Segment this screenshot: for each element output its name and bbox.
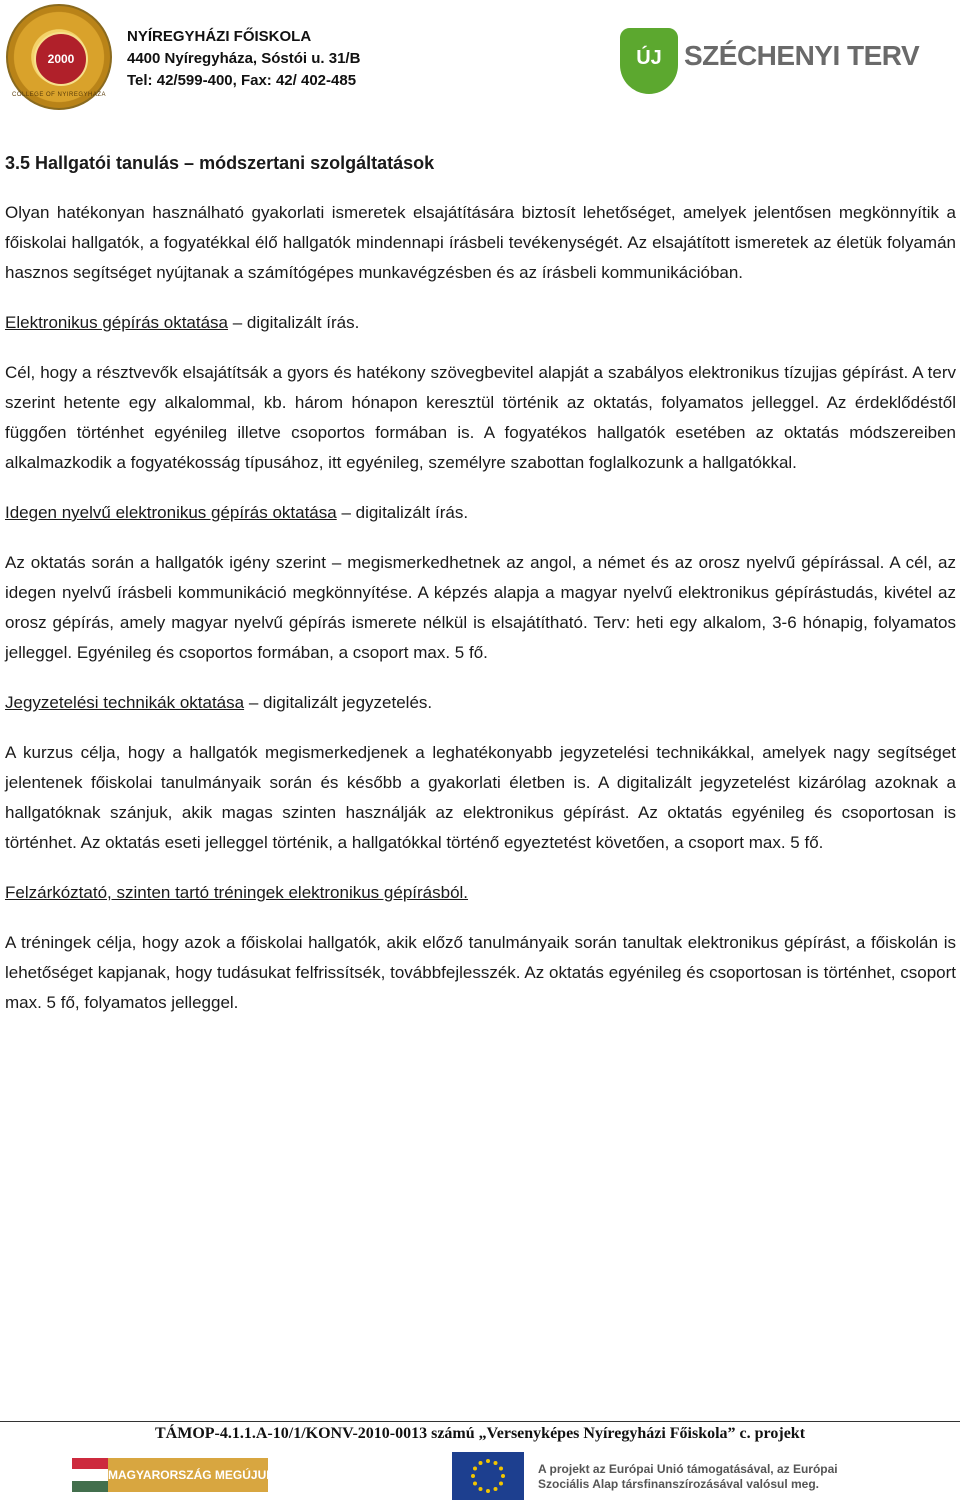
eu-star-icon — [486, 1489, 490, 1493]
hungarian-flag-icon — [72, 1458, 108, 1492]
item-title-2 — [5, 498, 956, 528]
seal-year: 2000 — [47, 52, 75, 66]
main-content — [5, 148, 956, 1038]
eu-star-icon — [499, 1467, 503, 1471]
page-header — [0, 0, 960, 120]
item-title-underlined: Idegen nyelvű elektronikus gépírás oktatása — [5, 503, 337, 522]
seal-ring-text: COLLEGE OF NYIREGYHAZA — [11, 92, 107, 98]
college-seal-logo — [6, 4, 112, 110]
eu-funding-notice — [538, 1462, 878, 1492]
item-body-3: A kurzus célja, hogy a hallgatók megismerkedjenek a leghatékonyabb jegyzetelési technikákkal, amelyek nagy segítséget jelentenek főiskolai tanulmányaik során és később a gyakorlati életben is. A digitalizált jegyzetelést kizárólag azoknak a hallgatóknak szánjuk, akik magas szinten használják az elektronikus gépírást. Az oktatás egyénileg és csoportosan is történhet. Az oktatás eseti jelleggel történik, a hallgatókkal történő egyeztetést követően, a csoport max. 5 fő. — [5, 743, 956, 852]
eu-star-icon — [473, 1482, 477, 1486]
item-body-2: Az oktatás során a hallgatók igény szerint – megismerkedhetnek az angol, a német és az orosz nyelvű gépírással. A cél, az idegen nyelvű írásbeli kommunikáció megkönnyítése. A képzés alapja a magyar nyelvű elektronikus gépírástudás, kivétel az orosz gépírás, amely magyar nyelvű gépírás ismerete nélkül is elsajátítható. Terv: heti egy alkalom, 3-6 hónapig, folyamatos jelleggel. Egyénileg és csoportos formában, a csoport max. 5 fő. — [5, 553, 956, 662]
item-title-underlined: Jegyzetelési technikák oktatása — [5, 693, 245, 712]
intro-paragraph: Olyan hatékonyan használható gyakorlati ismeretek elsajátítására biztosít lehetőséget, amelyek jelentősen megkönnyítik a főiskolai hallgatók, a fogyatékkal élő hallgatók mindennapi írásbeli tevékenységét. Az elsajátított ismeretek az életük folyamán hasznos segítséget nyújtanak a számítógépes munkavégzésben és az írásbeli kommunikációban. — [5, 203, 956, 282]
footer-divider — [0, 1421, 960, 1422]
eu-star-icon — [473, 1467, 477, 1471]
eu-flag-icon — [452, 1452, 524, 1500]
szechenyi-terv-text: SZÉCHENYI TERV — [684, 40, 920, 71]
magyarorszag-megujul-banner: MAGYARORSZÁG MEGÚJUL — [108, 1458, 268, 1492]
item-title-underlined: Felzárkóztató, szinten tartó tréningek elektronikus gépírásból. — [5, 883, 469, 902]
item-body-4: A tréningek célja, hogy azok a főiskolai hallgatók, akik előző tanulmányaik során tanultak elektronikus gépírást, a főiskolán is lehetőséget kapjanak, hogy tudásukat felfrissítsék, továbbfejlesszék. Az oktatás egyénileg és csoportosan is történhet, csoport max. 5 fő, folyamatos jelleggel. — [5, 933, 956, 1012]
item-title-4 — [5, 878, 956, 908]
eu-star-icon — [479, 1461, 483, 1465]
institution-phone-fax: Tel: 42/599-400, Fax: 42/ 402-485 — [127, 72, 357, 89]
eu-funding-line-2: Szociális Alap társfinanszírozásával valósul meg. — [538, 1477, 819, 1491]
eu-star-icon — [494, 1461, 498, 1465]
item-title-suffix: – digitalizált írás. — [336, 503, 469, 522]
item-body-1: Cél, hogy a résztvevők elsajátítsák a gyors és hatékony szövegbevitel alapját a szabályos elektronikus tízujjas gépírást. A terv szerint hetente egy alkalommal, kb. három hónapon keresztül történik az oktatás, folyamatos jelleggel. Az érdeklődéstől függően történhet egyénileg illetve csoportos formában is. A fogyatékos hallgatók esetében az oktatás módszereiben alkalmazkodik a fogyatékosság típusához, itt egyénileg, személyre szabottan foglalkozunk a hallgatókkal. — [5, 363, 956, 472]
eu-star-icon — [494, 1487, 498, 1491]
item-title-suffix: – digitalizált jegyzetelés. — [244, 693, 433, 712]
eu-star-icon — [501, 1474, 505, 1478]
section-heading: 3.5 Hallgatói tanulás – módszertani szolgáltatások — [5, 153, 435, 173]
eu-star-icon — [471, 1474, 475, 1478]
item-title-3 — [5, 688, 956, 718]
item-title-1 — [5, 308, 956, 338]
institution-name: NYÍREGYHÁZI FŐISKOLA — [127, 28, 312, 45]
szechenyi-terv-logo — [618, 20, 920, 110]
eu-star-icon — [479, 1487, 483, 1491]
eu-star-icon — [499, 1482, 503, 1486]
eu-funding-line-1: A projekt az Európai Unió támogatásával, az Európai — [538, 1462, 838, 1476]
item-title-underlined: Elektronikus gépírás oktatása — [5, 313, 229, 332]
eu-star-icon — [486, 1459, 490, 1463]
uj-badge: ÚJ — [620, 28, 678, 94]
item-title-suffix: – digitalizált írás. — [228, 313, 360, 332]
project-reference: TÁMOP-4.1.1.A-10/1/KONV-2010-0013 számú „Versenyképes Nyíregyházi Főiskola” c. projekt — [154, 1425, 806, 1442]
institution-info — [127, 26, 360, 92]
institution-address: 4400 Nyíregyháza, Sóstói u. 31/B — [127, 50, 361, 67]
